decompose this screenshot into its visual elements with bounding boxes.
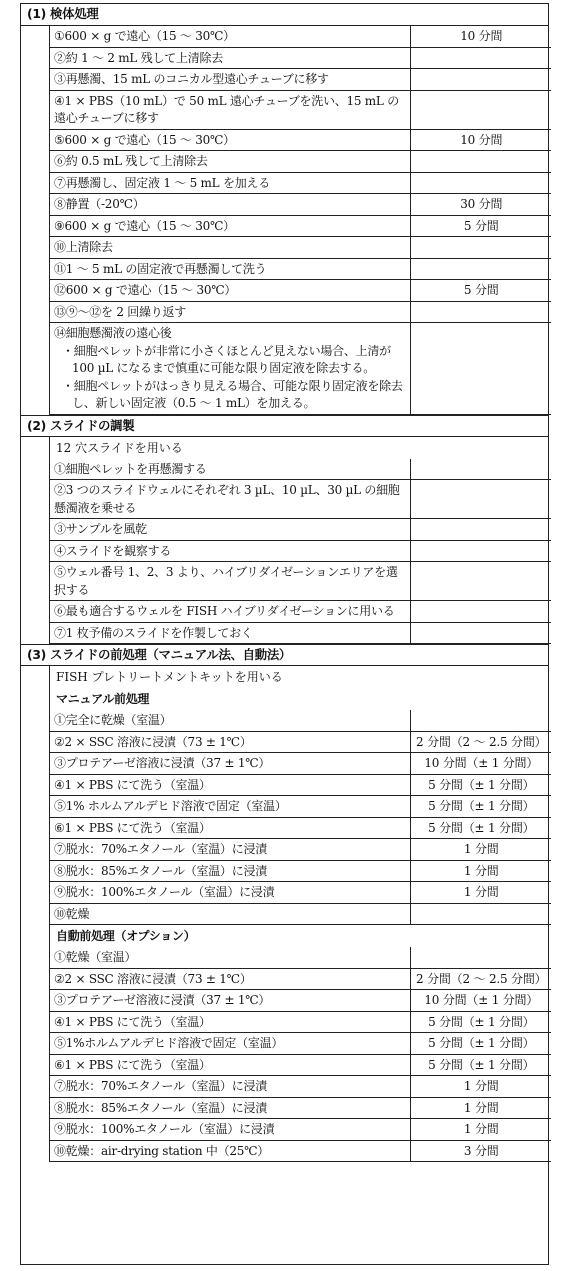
step-time: 3 分間	[411, 1140, 551, 1162]
table-row	[50, 1011, 551, 1033]
step-time: 5 分間（± 1 分間）	[411, 1011, 551, 1033]
table-row	[50, 519, 551, 541]
table-row	[50, 1033, 551, 1055]
step-time: 2 分間（2 ～ 2.5 分間）	[411, 968, 551, 990]
table-row	[50, 562, 551, 601]
sub-item: ・細胞ペレットがはっきり見える場合、可能な限り固定液を除去し、新しい固定液（0.5 ～ 1 mL）を加える。	[62, 378, 403, 410]
section-title-specimen-processing: (1) 検体処理	[27, 6, 99, 21]
step-time: 30 分間	[411, 194, 551, 216]
step-time	[411, 172, 551, 194]
step-time: 1 分間	[411, 1119, 551, 1141]
step-time: 10 分間	[411, 26, 551, 47]
table-row	[50, 601, 551, 623]
table-row	[50, 968, 551, 990]
step-text: ⑧脱水：85%エタノール（室温）に浸漬	[50, 860, 411, 882]
step-text: ⑧静置（-20℃）	[50, 194, 411, 216]
step-text: ⑩上清除去	[50, 237, 411, 259]
step-time	[411, 237, 551, 259]
table-row	[50, 622, 551, 644]
step-time	[411, 480, 551, 519]
section-slide-preparation	[21, 436, 548, 645]
table-row	[50, 1140, 551, 1162]
table-row	[50, 69, 551, 91]
sub-item: ・細胞ペレットが非常に小さくほとんど見えない場合、上清が 100 µL になるまで慎重に可能な限り固定液を除去する。	[62, 343, 391, 375]
table-row	[50, 237, 551, 259]
table-row	[50, 258, 551, 280]
step-text: ⑦脱水：70%エタノール（室温）に浸漬	[50, 839, 411, 861]
step-text: ④1 × PBS にて洗う（室温）	[50, 774, 411, 796]
table-row	[50, 90, 551, 129]
step-text: ⑬⑨～⑫を 2 回繰り返す	[50, 301, 411, 323]
step-time	[411, 69, 551, 91]
steps-table-manual	[49, 710, 551, 925]
step-time: 1 分間	[411, 860, 551, 882]
table-row	[50, 151, 551, 173]
table-row	[50, 860, 551, 882]
table-row	[50, 194, 551, 216]
table-row	[50, 540, 551, 562]
step-text: ④1 × PBS（10 mL）で 50 mL 遠心チューブを洗い、15 mL の遠心チューブに移す	[50, 90, 411, 129]
step-text: ⑤600 × g で遠心（15 ～ 30℃）	[50, 129, 411, 151]
step-time: 5 分間（± 1 分間）	[411, 1033, 551, 1055]
table-row	[50, 710, 551, 731]
step-time: 1 分間	[411, 1076, 551, 1098]
table-row	[50, 280, 551, 302]
step-text: ⑤1% ホルムアルデヒド溶液で固定（室温）	[50, 796, 411, 818]
step-time: 1 分間	[411, 1097, 551, 1119]
table-row	[50, 903, 551, 925]
step-text: ⑥最も適合するウェルを FISH ハイブリダイゼーションに用いる	[50, 601, 411, 623]
table-row	[50, 817, 551, 839]
step-time	[411, 301, 551, 323]
section-title-slide-pretreatment: (3) スライドの前処理（マニュアル法、自動法）	[21, 644, 548, 665]
step-text-with-subitems	[50, 323, 411, 415]
step-text: ③サンプルを風乾	[50, 519, 411, 541]
section-title-slide-preparation: (2) スライドの調製	[21, 415, 548, 436]
step-time	[411, 519, 551, 541]
step-text: ⑪1 ～ 5 mL の固定液で再懸濁して洗う	[50, 258, 411, 280]
table-row	[50, 459, 551, 480]
step-text: ①完全に乾燥（室温）	[50, 710, 411, 731]
step-text: ②3 つのスライドウェルにそれぞれ 3 µL、10 µL、30 µL の細胞懸濁液を乗せる	[50, 480, 411, 519]
step-time: 5 分間	[411, 215, 551, 237]
step-time: 5 分間（± 1 分間）	[411, 774, 551, 796]
table-row	[50, 47, 551, 69]
manual-pretreatment-heading: マニュアル前処理	[56, 692, 150, 706]
step-text: ⑩乾燥	[50, 903, 411, 925]
steps-table-specimen	[49, 26, 551, 415]
steps-table-auto	[49, 947, 551, 1162]
table-row	[50, 129, 551, 151]
protocol-document	[20, 3, 549, 1265]
step-time: 10 分間（± 1 分間）	[411, 990, 551, 1012]
table-row	[50, 753, 551, 775]
step-time: 1 分間	[411, 882, 551, 904]
step-time	[411, 540, 551, 562]
step-time	[411, 710, 551, 731]
step-text: ⑥1 × PBS にて洗う（室温）	[50, 817, 411, 839]
step-text: ⑨脱水：100%エタノール（室温）に浸漬	[50, 1119, 411, 1141]
table-row	[50, 796, 551, 818]
section-specimen-processing	[21, 25, 548, 415]
step-time	[411, 903, 551, 925]
step-text: ③プロテアーゼ溶液に浸漬（37 ± 1℃）	[50, 990, 411, 1012]
section-note: 12 穴スライドを用いる	[56, 440, 183, 455]
step-text: ①600 × g で遠心（15 ～ 30℃）	[50, 26, 411, 47]
table-row	[50, 882, 551, 904]
step-text: ①乾燥（室温）	[50, 947, 411, 968]
step-text: ⑦脱水：70%エタノール（室温）に浸漬	[50, 1076, 411, 1098]
table-row	[50, 774, 551, 796]
table-row	[50, 1076, 551, 1098]
table-row	[50, 1054, 551, 1076]
step-time	[411, 258, 551, 280]
step-text: ⑧脱水：85%エタノール（室温）に浸漬	[50, 1097, 411, 1119]
step-text: ⑤ウェル番号 1、2、3 より、ハイブリダイゼーションエリアを選択する	[50, 562, 411, 601]
step-text: ③プロテアーゼ溶液に浸漬（37 ± 1℃）	[50, 753, 411, 775]
step-text: ⑤1%ホルムアルデヒド溶液で固定（室温）	[50, 1033, 411, 1055]
step-text: ⑨脱水：100%エタノール（室温）に浸漬	[50, 882, 411, 904]
table-row	[50, 1119, 551, 1141]
section-slide-pretreatment	[21, 665, 548, 1162]
auto-pretreatment-heading: 自動前処理（オプション）	[56, 929, 196, 943]
table-row	[50, 480, 551, 519]
step-time: 5 分間（± 1 分間）	[411, 796, 551, 818]
step-text: ⑭細胞懸濁液の遠心後	[54, 326, 172, 340]
step-text: ⑥1 × PBS にて洗う（室温）	[50, 1054, 411, 1076]
table-row	[50, 301, 551, 323]
step-text: ②約 1 ～ 2 mL 残して上清除去	[50, 47, 411, 69]
table-row	[50, 839, 551, 861]
step-text: ⑫600 × g で遠心（15 ～ 30℃）	[50, 280, 411, 302]
step-time: 1 分間	[411, 839, 551, 861]
step-time	[411, 601, 551, 623]
step-text: ⑦再懸濁し、固定液 1 ～ 5 mL を加える	[50, 172, 411, 194]
step-text: ②2 × SSC 溶液に浸漬（73 ± 1℃）	[50, 731, 411, 753]
step-time: 5 分間（± 1 分間）	[411, 1054, 551, 1076]
steps-table-slide	[49, 459, 551, 645]
step-text: ④スライドを観察する	[50, 540, 411, 562]
step-time: 10 分間	[411, 129, 551, 151]
table-row	[50, 990, 551, 1012]
step-text: ③再懸濁、15 mL のコニカル型遠心チューブに移す	[50, 69, 411, 91]
step-time	[411, 90, 551, 129]
step-time	[411, 562, 551, 601]
step-time	[411, 459, 551, 480]
table-row	[50, 947, 551, 968]
step-time	[411, 151, 551, 173]
table-row	[50, 323, 551, 415]
table-row	[50, 172, 551, 194]
table-row	[50, 215, 551, 237]
step-text: ⑦1 枚予備のスライドを作製しておく	[50, 622, 411, 644]
step-time: 2 分間（2 ～ 2.5 分間）	[411, 731, 551, 753]
step-text: ④1 × PBS にて洗う（室温）	[50, 1011, 411, 1033]
step-text: ⑥約 0.5 mL 残して上清除去	[50, 151, 411, 173]
step-time: 5 分間	[411, 280, 551, 302]
table-row	[50, 26, 551, 47]
step-text: ②2 × SSC 溶液に浸漬（73 ± 1℃）	[50, 968, 411, 990]
step-time	[411, 622, 551, 644]
step-time	[411, 323, 551, 415]
step-time: 10 分間（± 1 分間）	[411, 753, 551, 775]
table-row	[50, 731, 551, 753]
step-time: 5 分間（± 1 分間）	[411, 817, 551, 839]
step-time	[411, 947, 551, 968]
table-row	[50, 1097, 551, 1119]
step-text: ⑨600 × g で遠心（15 ～ 30℃）	[50, 215, 411, 237]
step-text: ①細胞ペレットを再懸濁する	[50, 459, 411, 480]
section-note: FISH プレトリートメントキットを用いる	[56, 670, 283, 684]
step-time	[411, 47, 551, 69]
step-text: ⑩乾燥：air-drying station 中（25℃）	[50, 1140, 411, 1162]
